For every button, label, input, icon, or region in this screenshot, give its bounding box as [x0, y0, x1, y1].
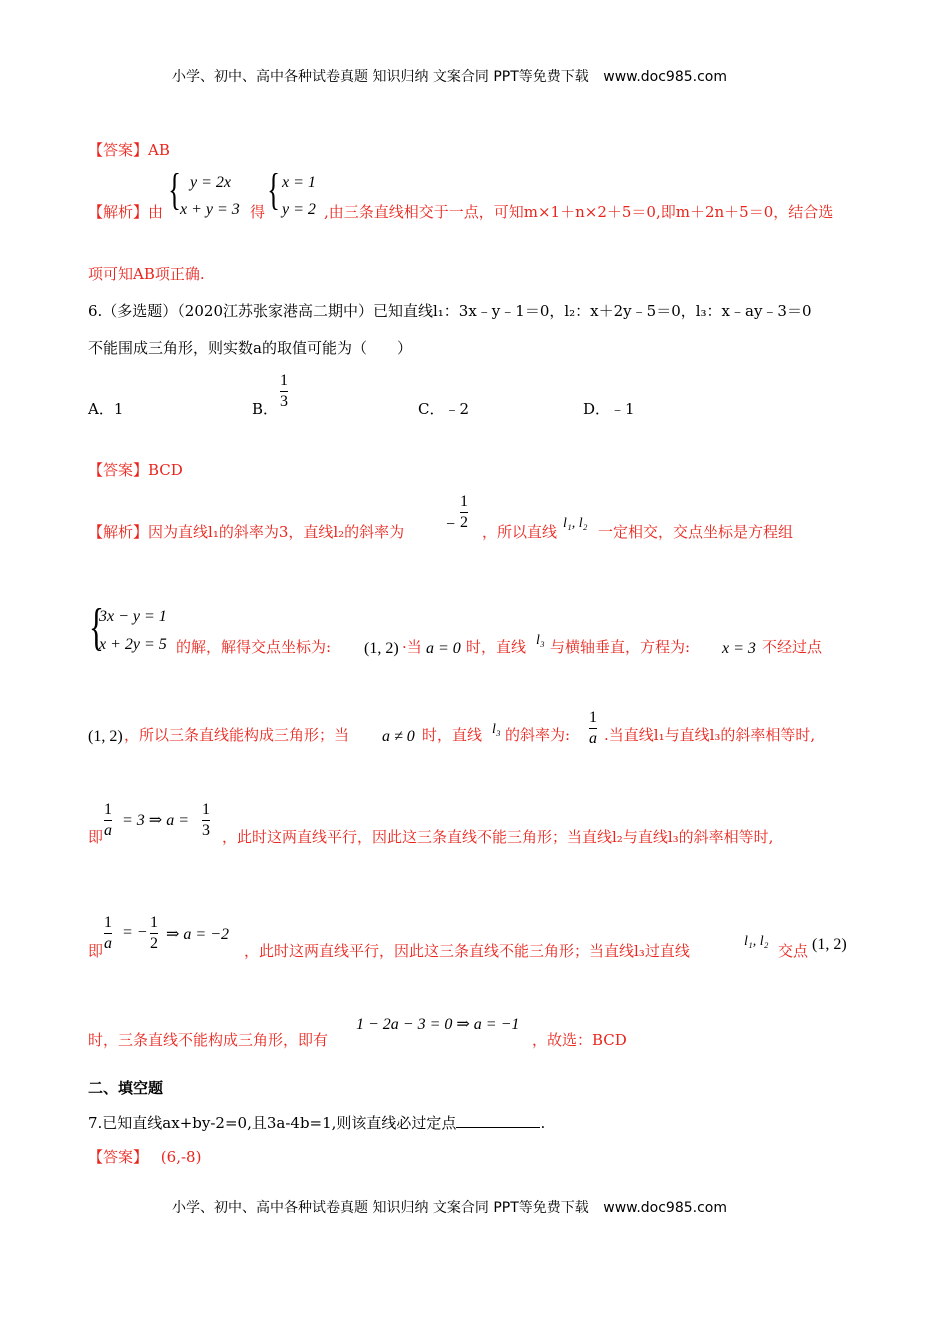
- minus-sign: −: [446, 516, 456, 533]
- fraction-denominator: a: [104, 935, 112, 952]
- system1-row2: x + y = 3: [180, 201, 240, 218]
- option-b-label: B．: [252, 400, 279, 418]
- page-header: [172, 66, 727, 86]
- fraction-denominator: 3: [202, 822, 210, 839]
- analysis-text: 因为直线l₁的斜率为3，直线l₂的斜率为: [148, 523, 405, 541]
- q7-stem-text: 7.已知直线ax+by-2=0,且3a-4b=1,则该直线必过定点: [88, 1114, 457, 1132]
- analysis-text: ，所以三条直线能构成三角形；当: [124, 726, 350, 744]
- analysis-text: ，故选：BCD: [532, 1031, 627, 1049]
- q5-de: 得: [250, 203, 266, 221]
- q6-stem-line2: 不能围成三角形，则实数a的取值可能为（ ）: [88, 339, 412, 357]
- option-c[interactable]: C．﹣2: [418, 400, 470, 418]
- q6-analysis-line1: [88, 521, 404, 542]
- slope-fraction: [460, 493, 468, 532]
- q7-stem: [88, 1112, 545, 1133]
- analysis-text: 时，直线: [422, 726, 483, 744]
- header-site-link[interactable]: www.doc985.com: [603, 69, 727, 85]
- fraction-1-over-2: [150, 914, 158, 953]
- equation-final: 1 − 2a − 3 = 0 ⇒ a = −1: [356, 1016, 520, 1033]
- condition-a-zero: a = 0: [426, 640, 461, 657]
- fraction-denominator: 3: [280, 393, 288, 410]
- footer-text: 小学、初中、高中各种试卷真题 知识归纳 文案合同 PPT等免费下载: [172, 1200, 589, 1216]
- q5-answer: 【答案】AB: [88, 141, 170, 159]
- lines-l1-l2: l₁, l₂: [744, 934, 769, 949]
- answer-label: 【答案】: [88, 1148, 149, 1166]
- system1-row1: y = 2x: [190, 174, 231, 191]
- fraction-denominator: a: [104, 822, 112, 839]
- q5-analysis-line2: 项可知AB项正确.: [88, 265, 205, 283]
- fraction-numerator: 1: [589, 709, 597, 726]
- analysis-text: 的斜率为:: [505, 726, 571, 744]
- option-b-fraction: [280, 372, 288, 411]
- fraction-numerator: 1: [280, 372, 288, 389]
- q6-answer: 【答案】BCD: [88, 461, 183, 479]
- analysis-text: 时，直线: [466, 638, 527, 656]
- point-1-2: (1, 2): [364, 640, 399, 657]
- lines-l1-l2: l₁, l₂: [563, 516, 588, 531]
- fraction-numerator: 1: [150, 914, 158, 931]
- analysis-text: ，此时这两直线平行，因此这三条直线不能三角形；当直线l₂与直线l₃的斜率相等时,: [222, 828, 774, 846]
- left-brace: {: [168, 165, 181, 214]
- page-footer: [172, 1197, 727, 1217]
- header-text: 小学、初中、高中各种试卷真题 知识归纳 文案合同 PPT等免费下载: [172, 69, 589, 85]
- fraction-1-over-3: [202, 801, 210, 840]
- analysis-text: 一定相交，交点坐标是方程组: [598, 523, 794, 541]
- analysis-text: ，所以直线: [482, 523, 558, 541]
- fraction-denominator: 2: [460, 514, 468, 531]
- analysis-label: 【解析】: [88, 523, 149, 541]
- q7-stem-end: .: [540, 1114, 546, 1132]
- system2-row1: x = 1: [282, 174, 316, 191]
- fraction-numerator: 1: [104, 801, 112, 818]
- slope-fraction: [589, 709, 597, 748]
- condition-a-nonzero: a ≠ 0: [382, 728, 415, 745]
- fraction-numerator: 1: [460, 493, 468, 510]
- analysis-text: 不经过点: [762, 638, 823, 656]
- analysis-ji: 即: [88, 828, 104, 846]
- option-d[interactable]: D．﹣1: [583, 400, 635, 418]
- left-brace: {: [267, 165, 280, 214]
- analysis-text: 的解，解得交点坐标为:: [176, 638, 332, 656]
- system3-row1: 3x − y = 1: [99, 608, 167, 625]
- line-l3: l₃: [492, 722, 501, 737]
- system2-row2: y = 2: [282, 201, 316, 218]
- fraction-numerator: 1: [104, 914, 112, 931]
- answer-value: (6,-8): [160, 1148, 202, 1166]
- left-brace: {: [88, 599, 104, 656]
- point-1-2: (1, 2): [88, 728, 123, 745]
- fraction-numerator: 1: [202, 801, 210, 818]
- section-title: 二、填空题: [88, 1079, 164, 1097]
- q6-stem-line1: 6.（多选题）（2020江苏张家港高二期中）已知直线l₁：3x﹣y﹣1＝0，l₂：x＋2y﹣5＝0，l₃：x﹣ay﹣3＝0: [88, 302, 812, 320]
- analysis-ji: 即: [88, 942, 104, 960]
- q7-answer: [88, 1146, 201, 1167]
- option-b[interactable]: [252, 398, 278, 419]
- analysis-text: 与横轴垂直，方程为:: [550, 638, 691, 656]
- footer-site-link[interactable]: www.doc985.com: [603, 1200, 727, 1216]
- system3-row2: x + 2y = 5: [99, 636, 167, 653]
- answer-blank[interactable]: [456, 1113, 540, 1128]
- q5-analysis-tail: ,由三条直线相交于一点，可知m×1＋n×2＋5＝0,即m＋2n＋5＝0，结合选: [324, 203, 834, 221]
- equation-result: ⇒ a = −2: [166, 926, 229, 943]
- point-1-2: (1, 2): [812, 936, 847, 953]
- line-l3: l₃: [536, 633, 545, 648]
- fraction-1-over-a: [104, 801, 112, 840]
- analysis-text: 时，三条直线不能构成三角形，即有: [88, 1031, 329, 1049]
- q5-analysis-label: 【解析】由: [88, 203, 164, 221]
- analysis-text: 交点: [778, 942, 809, 960]
- analysis-text: ·当: [402, 638, 422, 656]
- analysis-text: .当直线l₁与直线l₃的斜率相等时,: [604, 726, 816, 744]
- fraction-1-over-a: [104, 914, 112, 953]
- equation-equals-minus: = −: [122, 924, 148, 941]
- fraction-denominator: 2: [150, 935, 158, 952]
- fraction-denominator: a: [589, 730, 597, 747]
- analysis-text: ，此时这两直线平行，因此这三条直线不能三角形；当直线l₃过直线: [244, 942, 690, 960]
- equation-x-3: x = 3: [722, 640, 756, 657]
- equation-middle: = 3 ⇒ a =: [122, 812, 189, 829]
- option-a[interactable]: A．1: [88, 400, 124, 418]
